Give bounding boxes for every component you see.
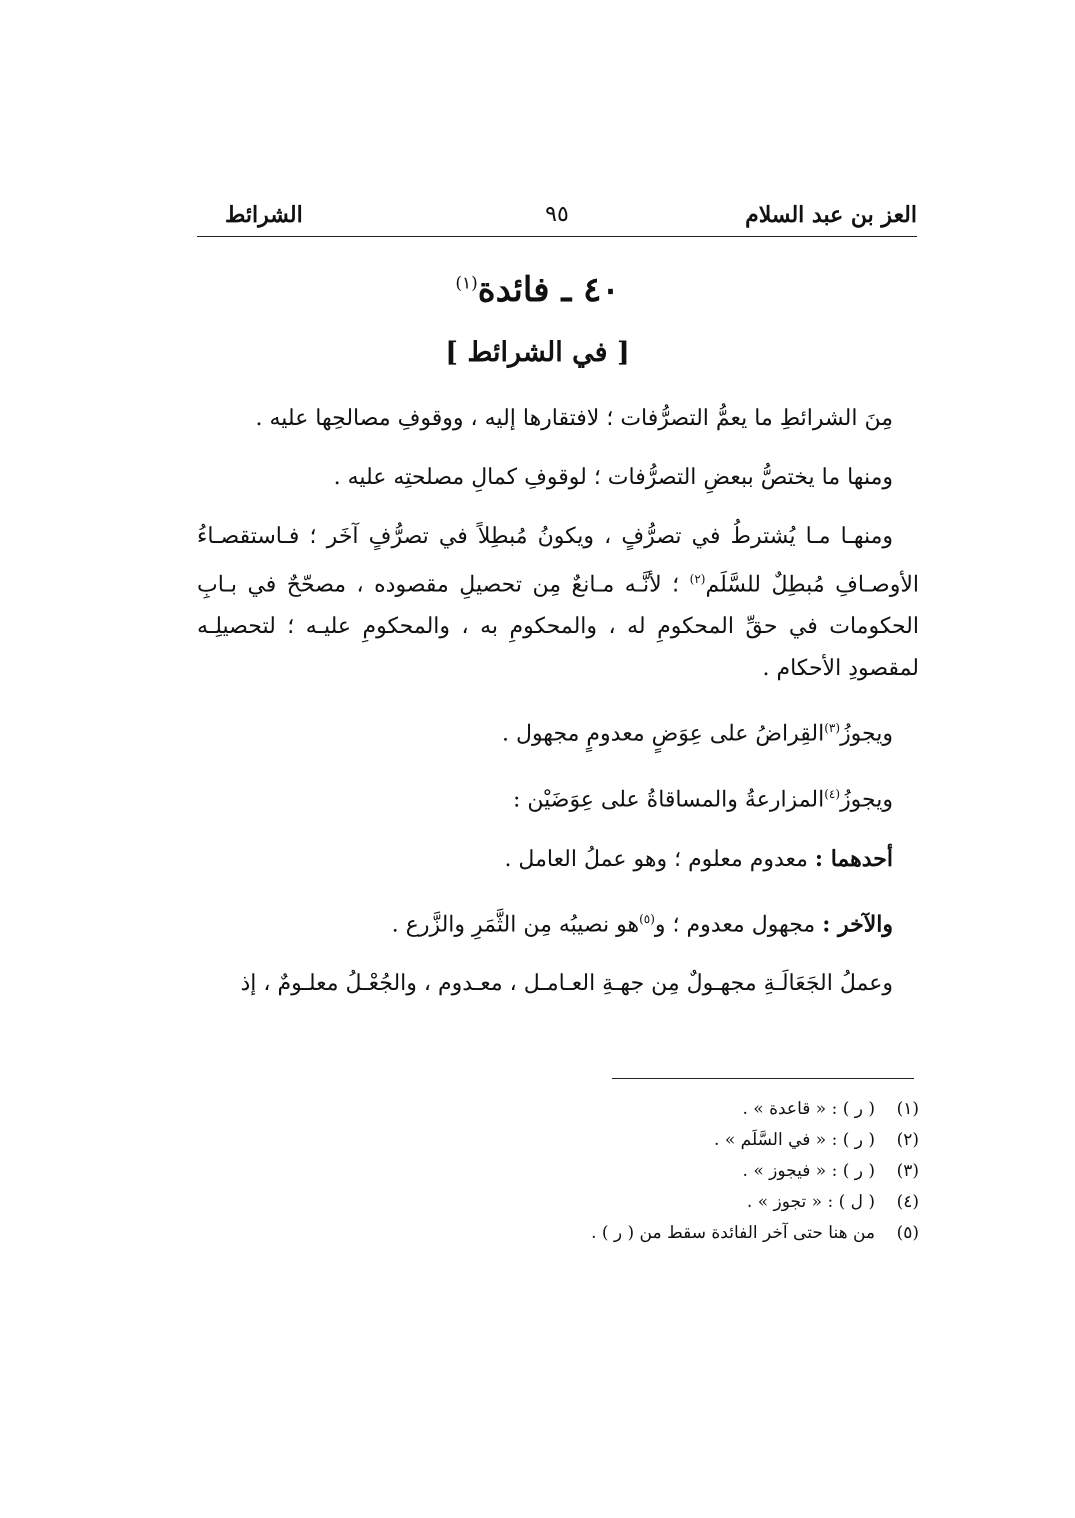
running-header <box>197 200 917 237</box>
footnote-number: (١) <box>896 1099 919 1119</box>
footnote-text: من هنا حتى آخر الفائدة سقط من ( ر ) . <box>591 1223 875 1243</box>
header-page-number: ٩٥ <box>545 202 569 227</box>
paragraph-4 <box>197 707 919 755</box>
footnote-text: ( ل ) : « تجوز » . <box>746 1192 875 1212</box>
footnotes <box>400 1094 919 1249</box>
header-section: الشرائط <box>225 202 303 228</box>
paragraph-7-part-b: هو نصيبُه مِن الثَّمَرِ والزَّرع . <box>391 912 640 938</box>
footnote-number: (٢) <box>896 1130 919 1150</box>
footnote-number: (٥) <box>896 1223 919 1243</box>
footnote-ref-4: (٤) <box>824 786 841 801</box>
paragraph-3-part-a: ومنهـا مـا يُشترطُ في تصرُّفٍ ، ويكونُ مُبطِلاً في تصرُّفٍ آخَر ؛ فـاستقصـاءُ الأوصـافِ مُبطِلٌ للسَّلَم <box>197 524 920 598</box>
footnote-3 <box>400 1156 919 1187</box>
footnote-1 <box>400 1094 919 1125</box>
paragraph-6-rest: معدوم معلوم ؛ وهو عملُ العامل . <box>504 846 815 872</box>
footnote-separator <box>612 1078 914 1079</box>
chapter-subtitle: [ في الشرائط ] <box>445 337 630 368</box>
header-author: العز بن عبد السلام <box>745 202 917 228</box>
chapter-title <box>0 270 1075 310</box>
paragraph-6 <box>197 838 919 881</box>
paragraph-5-part-b: المزارعةُ والمساقاةُ على عِوَضَيْن : <box>512 786 825 812</box>
footnote-number: (٤) <box>896 1192 919 1212</box>
footnote-ref-1: (١) <box>455 273 478 294</box>
paragraph-1: مِنَ الشرائطِ ما يعمُّ التصرُّفات ؛ لافتقارها إليه ، ووقوفِ مصالحِها عليه . <box>255 406 893 431</box>
paragraph-8: وعملُ الجَعَالَـةِ مجهـولٌ مِن جهـةِ العـامـل ، معـدوم ، والجُعْـلُ معلـومٌ ، إذ <box>240 971 893 997</box>
footnote-4 <box>400 1187 919 1218</box>
footnote-ref-2: (٢) <box>689 572 706 586</box>
paragraph-4-part-b: القِراضُ على عِوَضٍ معدومٍ مجهول . <box>501 721 825 747</box>
chapter-title-text: ٤٠ ـ فائدة <box>477 270 620 310</box>
footnote-5 <box>400 1218 919 1249</box>
paragraph-5 <box>197 773 919 821</box>
paragraph-6-lead: أحدهما : <box>814 845 893 872</box>
footnote-ref-3: (٣) <box>824 721 841 736</box>
footnote-text: ( ر ) : « قاعدة » . <box>742 1099 875 1119</box>
footnote-ref-5: (٥) <box>639 911 655 926</box>
paragraph-4-part-a: ويجوزُ <box>840 721 893 747</box>
paragraph-7 <box>197 898 919 946</box>
footnote-text: ( ر ) : « في السَّلَم » . <box>714 1130 875 1150</box>
footnote-2 <box>400 1125 919 1156</box>
paragraph-5-part-a: ويجوزُ <box>840 786 893 812</box>
paragraph-2: ومنها ما يختصُّ ببعضِ التصرُّفات ؛ لوقوفِ كمالِ مصلحتِه عليه . <box>333 465 893 490</box>
footnote-number: (٣) <box>896 1161 919 1181</box>
paragraph-7-lead: والآخر : <box>822 911 893 938</box>
paragraph-3 <box>197 516 919 690</box>
main-text <box>197 398 919 1022</box>
paragraph-3-part-b: ؛ لأنَّـه مـانعٌ مِن تحصيلِ مقصوده ، مصحّحٌ في بـابِ الحكومات في حقِّ المحكومِ له ، والمحكومِ به ، والمحكومِ عليـه ؛ لتحصيلِـه لمقصودِ الأحكام . <box>197 572 919 682</box>
footnote-text: ( ر ) : « فيجوز » . <box>742 1161 875 1181</box>
paragraph-7-part-a: مجهول معدوم ؛ و <box>654 912 823 938</box>
